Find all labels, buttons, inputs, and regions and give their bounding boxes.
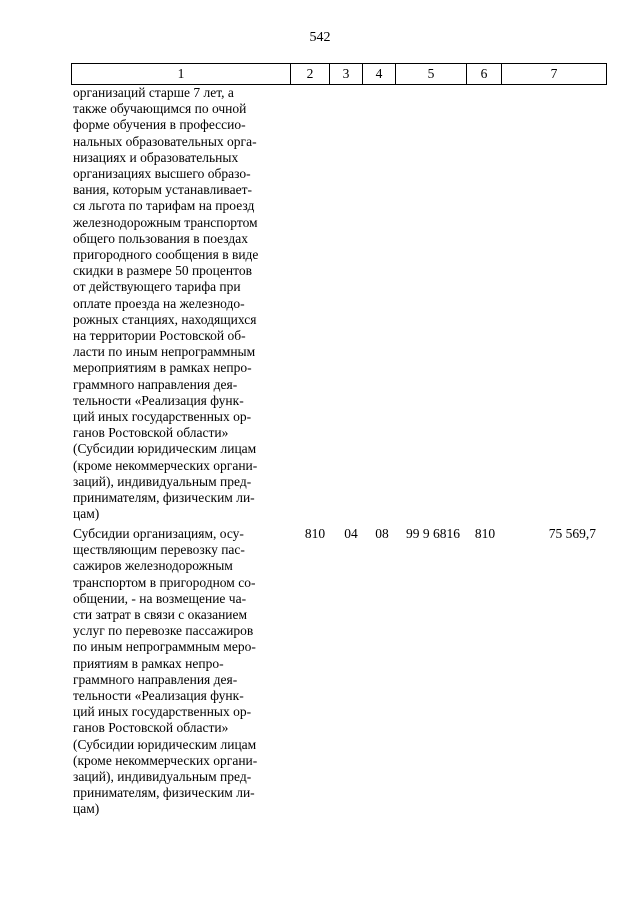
cell-col7: 75 569,7 — [548, 526, 596, 541]
column-header-4: 4 — [363, 64, 396, 85]
column-header-5: 5 — [396, 64, 467, 85]
cell-col2: 810 — [304, 526, 326, 541]
cell-col4: 08 — [375, 526, 389, 541]
row-description: организаций старше 7 лет, а также обучающимся по очной форме обучения в профессио- нальных образовательных орга- низациях и образовательных организациях высшего образо- вания, которым устанавливает- ся льгота по тарифам на проезд железнодорожным транспортом общего пользования в поездах пригородного сообщения в виде скидки в размере 50 процентов от действующего тарифа при оплате проезда на железнодо- рожных станциях, находящихся на территории Ростовской об- ласти по иным непрограммным мероприятиям в рамках непро- граммного направления дея- тельности «Реализация функ- ций иных государственных ор- ганов Ростовской области» (Субсидии юридическим лицам (кроме некоммерческих органи- заций), индивидуальным пред- принимателям, физическим ли- цам) — [73, 85, 259, 522]
column-header-row — [72, 64, 607, 85]
cell-col6: 810 — [474, 526, 496, 541]
column-header-1: 1 — [72, 64, 291, 85]
page-number: 542 — [309, 30, 331, 45]
cell-col3: 04 — [344, 526, 358, 541]
row-description: Субсидии организациям, осу- ществляющим перевозку пас- сажиров железнодорожным транспортом в пригородном со- общении, - на возмещение ча- сти затрат в связи с оказанием услуг по перевозке пассажиров по иным непрограммным меро- приятиям в рамках непро- граммного направления дея- тельности «Реализация функ- ций иных государственных ор- ганов Ростовской области» (Субсидии юридическим лицам (кроме некоммерческих органи- заций), индивидуальным пред- принимателям, физическим ли- цам) — [73, 526, 258, 817]
column-header-7: 7 — [502, 64, 607, 85]
cell-col5: 99 9 6816 — [406, 526, 460, 541]
column-header-table — [71, 63, 607, 85]
column-header-3: 3 — [330, 64, 363, 85]
column-header-2: 2 — [291, 64, 330, 85]
column-header-6: 6 — [467, 64, 502, 85]
